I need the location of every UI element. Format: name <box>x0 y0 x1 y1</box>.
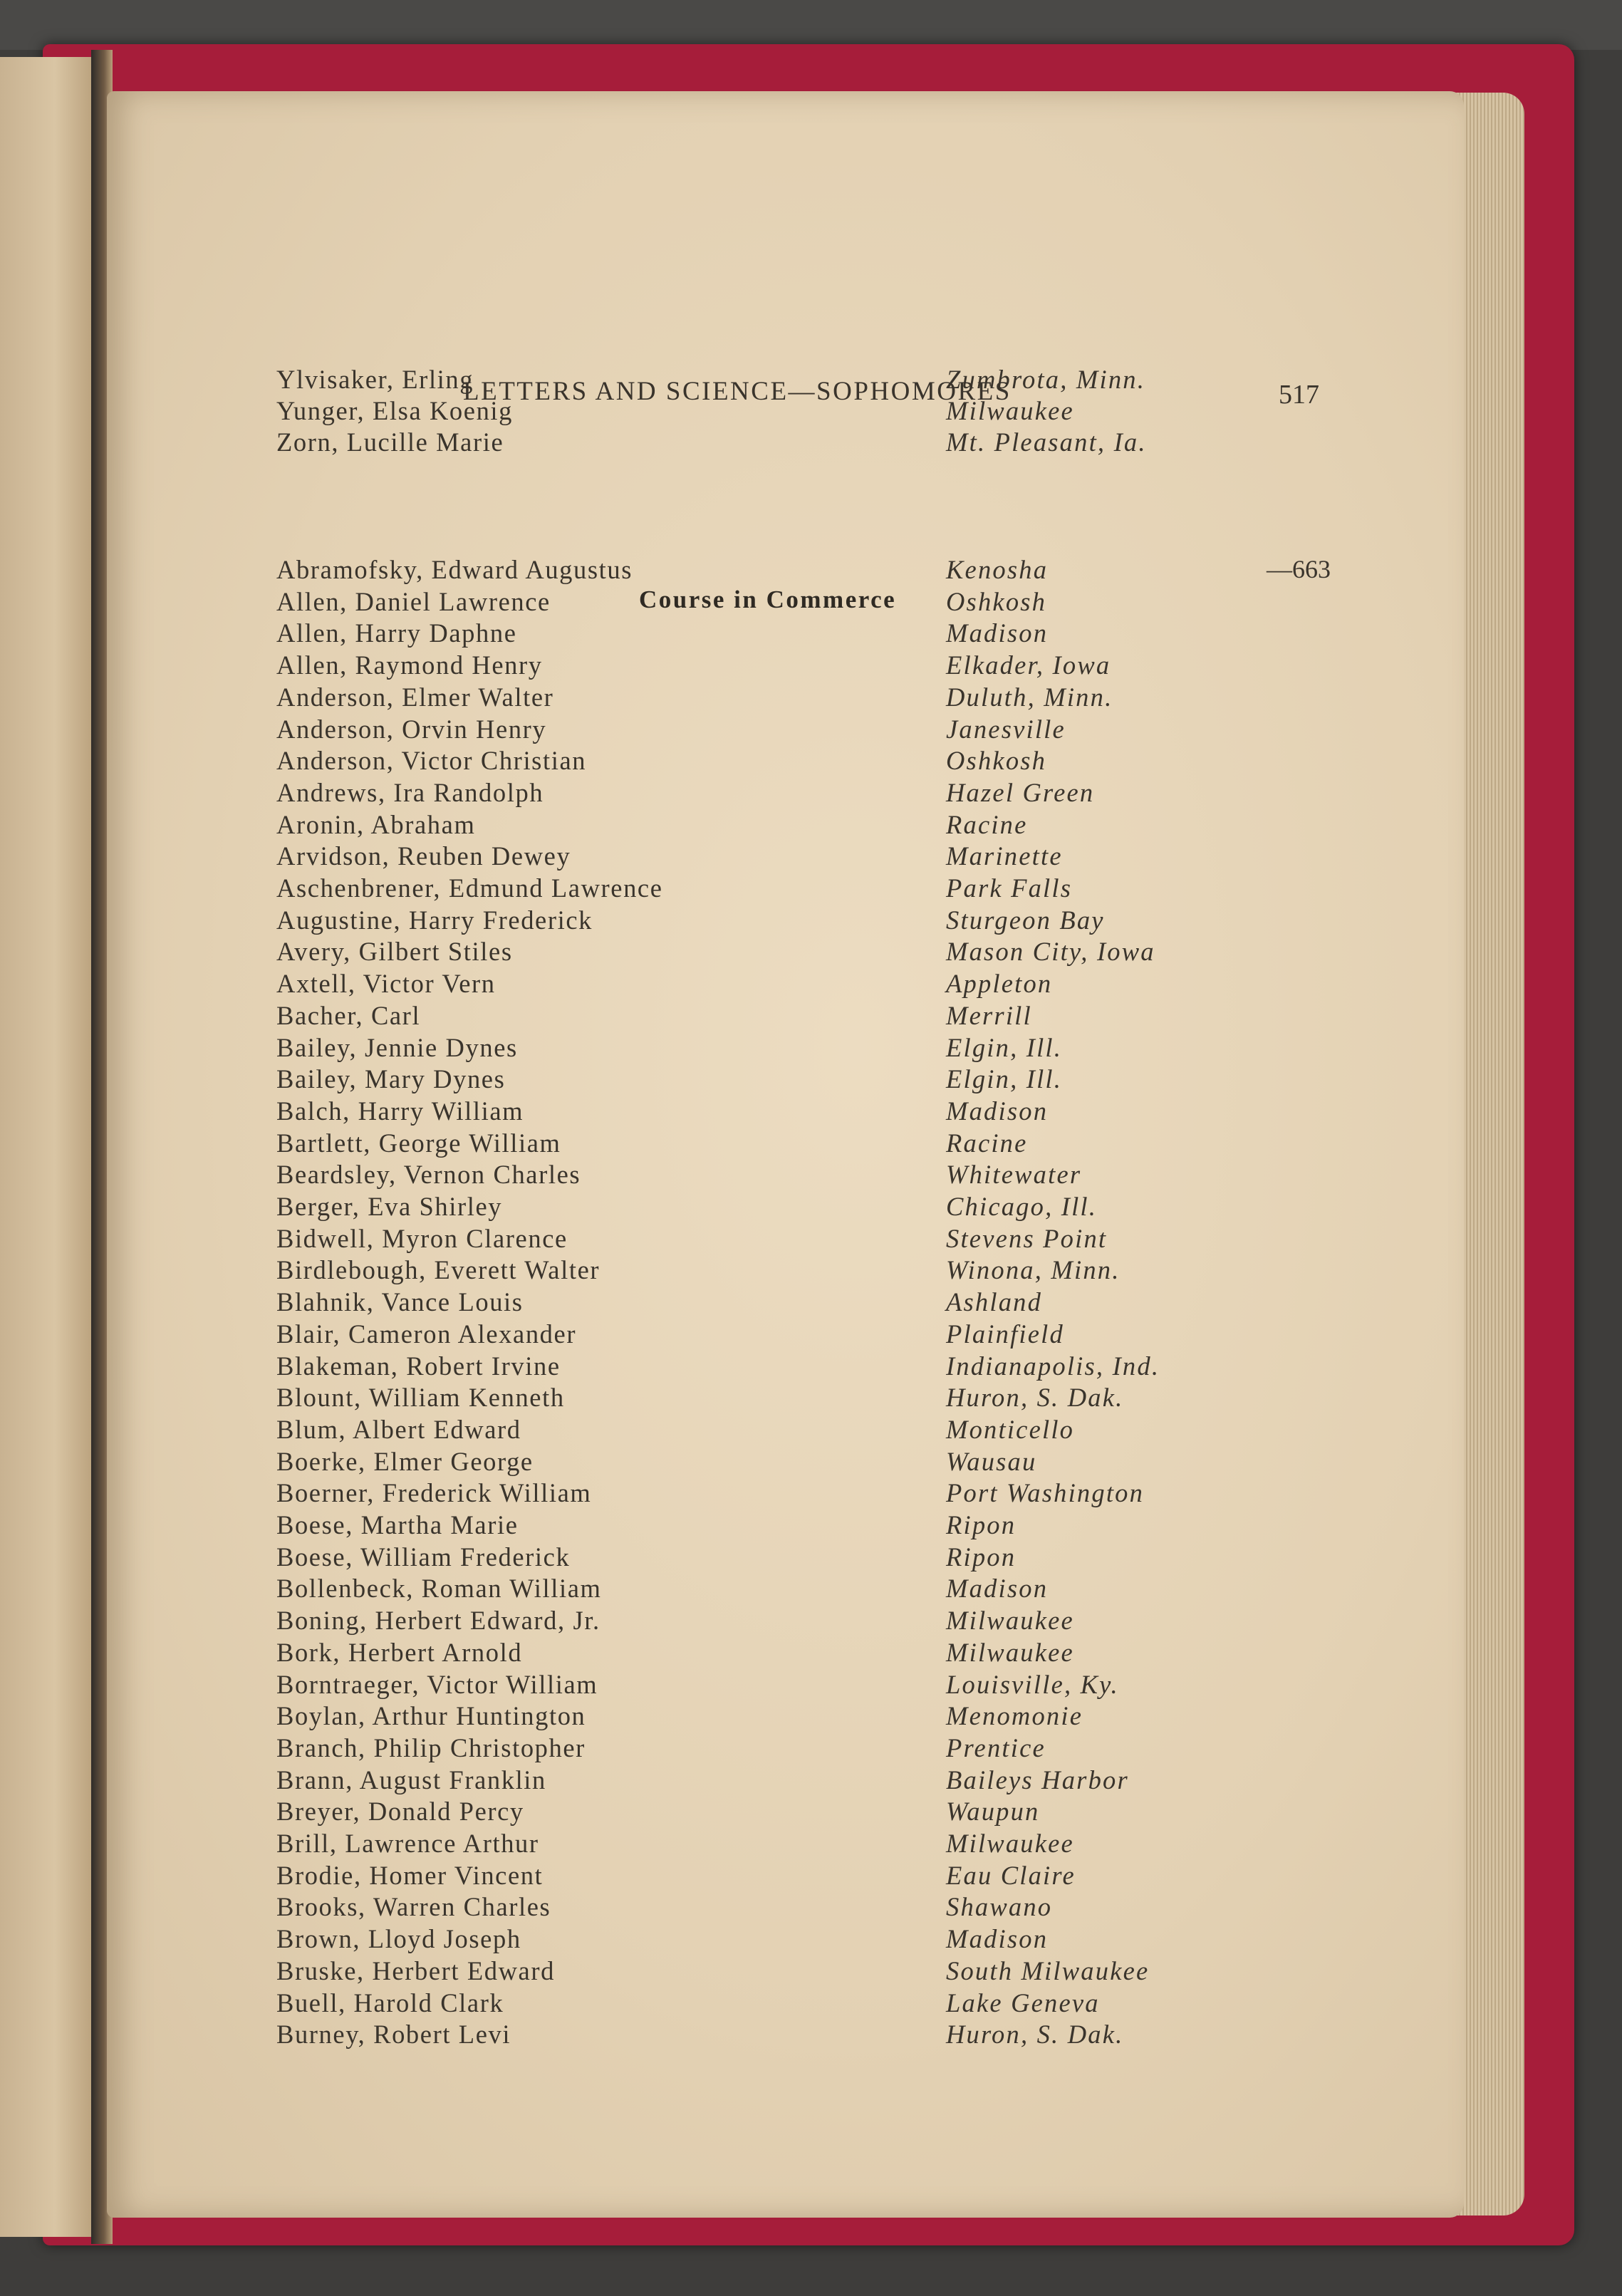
list-item <box>107 1319 1464 1350</box>
student-name: Andrews, Ira Randolph <box>276 777 544 807</box>
list-item <box>107 1988 1464 2019</box>
student-name: Brodie, Homer Vincent <box>276 1860 544 1890</box>
student-name: Axtell, Victor Vern <box>276 969 496 999</box>
student-name: Yunger, Elsa Koenig <box>276 396 514 425</box>
hometown: Park Falls <box>946 873 1073 903</box>
hometown: Duluth, Minn. <box>946 682 1113 712</box>
running-header: LETTERS AND SCIENCE—SOPHOMORES <box>463 377 1012 406</box>
student-name: Bailey, Jennie Dynes <box>276 1032 518 1062</box>
hometown: Racine <box>946 1128 1028 1158</box>
student-name: Boning, Herbert Edward, Jr. <box>276 1606 601 1636</box>
hometown: Indianapolis, Ind. <box>946 1351 1160 1381</box>
hometown: Stevens Point <box>946 1223 1108 1253</box>
student-name: Bailey, Mary Dynes <box>276 1064 506 1094</box>
list-item <box>107 1605 1464 1636</box>
student-name: Blakeman, Robert Irvine <box>276 1351 561 1381</box>
student-name: Brill, Lawrence Arthur <box>276 1829 539 1858</box>
list-item <box>107 395 1464 427</box>
hometown: Appleton <box>946 969 1053 999</box>
student-name: Balch, Harry William <box>276 1096 524 1126</box>
student-name: Brann, August Franklin <box>276 1765 546 1794</box>
list-item <box>107 1765 1464 1796</box>
list-item <box>107 1573 1464 1604</box>
hometown: Baileys Harbor <box>946 1765 1129 1794</box>
student-name: Bidwell, Myron Clarence <box>276 1223 568 1253</box>
hometown: Ripon <box>946 1510 1017 1539</box>
student-name: Boerner, Frederick William <box>276 1478 592 1508</box>
list-item <box>107 809 1464 841</box>
hometown: Hazel Green <box>946 777 1095 807</box>
list-item <box>107 777 1464 809</box>
list-item <box>107 1382 1464 1413</box>
student-name: Bollenbeck, Roman William <box>276 1574 602 1604</box>
student-name: Bartlett, George William <box>276 1128 561 1158</box>
facing-page <box>0 57 100 2237</box>
hometown: Oshkosh <box>946 586 1047 616</box>
hometown: Ashland <box>946 1287 1043 1317</box>
student-name: Brown, Lloyd Joseph <box>276 1924 521 1954</box>
list-item <box>107 1733 1464 1764</box>
student-name: Birdlebough, Everett Walter <box>276 1255 601 1285</box>
list-item <box>107 1128 1464 1159</box>
list-item <box>107 1637 1464 1668</box>
list-item <box>107 714 1464 745</box>
list-item <box>107 936 1464 967</box>
section-count: —663 <box>1267 555 1331 583</box>
student-name: Aschenbrener, Edmund Lawrence <box>276 873 663 903</box>
student-name: Anderson, Orvin Henry <box>276 714 547 744</box>
list-item <box>107 1191 1464 1222</box>
student-name: Aronin, Abraham <box>276 809 476 839</box>
hometown: Kenosha <box>946 555 1049 584</box>
hometown: Mason City, Iowa <box>946 937 1155 967</box>
student-name: Blahnik, Vance Louis <box>276 1287 524 1317</box>
hometown: Louisville, Ky. <box>946 1669 1119 1699</box>
student-name: Berger, Eva Shirley <box>276 1192 503 1221</box>
list-item <box>107 1542 1464 1573</box>
hometown: Madison <box>946 1924 1049 1954</box>
student-name: Bacher, Carl <box>276 1000 421 1030</box>
list-item <box>107 1096 1464 1127</box>
hometown: Janesville <box>946 714 1066 744</box>
list-item <box>107 427 1464 458</box>
list-item <box>107 1860 1464 1891</box>
student-name: Avery, Gilbert Stiles <box>276 937 513 967</box>
section-title: Course in Commerce <box>639 586 897 613</box>
list-item <box>107 1414 1464 1445</box>
hometown: Monticello <box>946 1414 1075 1444</box>
student-name: Brooks, Warren Charles <box>276 1892 551 1922</box>
student-name: Arvidson, Reuben Dewey <box>276 841 571 871</box>
hometown: Ripon <box>946 1542 1017 1572</box>
list-item <box>107 873 1464 904</box>
hometown: Oshkosh <box>946 746 1047 776</box>
hometown: Prentice <box>946 1733 1046 1762</box>
student-name: Bruske, Herbert Edward <box>276 1955 555 1985</box>
hometown: Whitewater <box>946 1160 1082 1190</box>
hometown: Chicago, Ill. <box>946 1192 1098 1221</box>
student-name: Allen, Daniel Lawrence <box>276 586 551 616</box>
student-name: Borntraeger, Victor William <box>276 1669 598 1699</box>
student-name: Augustine, Harry Frederick <box>276 905 593 935</box>
student-name: Allen, Harry Daphne <box>276 618 517 648</box>
student-name: Branch, Philip Christopher <box>276 1733 586 1762</box>
student-name: Burney, Robert Levi <box>276 2020 511 2050</box>
hometown: Lake Geneva <box>946 1988 1100 2017</box>
student-name: Anderson, Elmer Walter <box>276 682 554 712</box>
student-name: Blair, Cameron Alexander <box>276 1319 577 1349</box>
student-name: Abramofsky, Edward Augustus <box>276 555 633 584</box>
list-item <box>107 841 1464 872</box>
student-name: Allen, Raymond Henry <box>276 650 543 680</box>
student-name: Blount, William Kenneth <box>276 1383 565 1413</box>
hometown: Winona, Minn. <box>946 1255 1121 1285</box>
list-item <box>107 1000 1464 1032</box>
list-item <box>107 1032 1464 1064</box>
hometown: Shawano <box>946 1892 1053 1922</box>
list-item <box>107 968 1464 999</box>
list-item <box>107 364 1464 395</box>
hometown: Waupun <box>946 1797 1040 1827</box>
student-name: Anderson, Victor Christian <box>276 746 587 776</box>
page-edges <box>1453 93 1524 2216</box>
hometown: Milwaukee <box>946 1606 1074 1636</box>
hometown: Port Washington <box>946 1478 1145 1508</box>
student-name: Boese, Martha Marie <box>276 1510 519 1539</box>
student-name: Breyer, Donald Percy <box>276 1797 524 1827</box>
student-name: Ylvisaker, Erling <box>276 365 474 394</box>
hometown: Eau Claire <box>946 1860 1076 1890</box>
list-item <box>107 1923 1464 1955</box>
list-item <box>107 554 1464 586</box>
list-item <box>107 1287 1464 1318</box>
hometown: Madison <box>946 618 1049 648</box>
list-item <box>107 1891 1464 1923</box>
hometown: Plainfield <box>946 1319 1064 1349</box>
book-page <box>107 91 1464 2218</box>
list-item <box>107 1446 1464 1477</box>
hometown: Mt. Pleasant, Ia. <box>946 427 1147 457</box>
hometown: Milwaukee <box>946 396 1074 425</box>
hometown: Madison <box>946 1096 1049 1126</box>
list-item <box>107 650 1464 681</box>
hometown: Milwaukee <box>946 1829 1074 1858</box>
list-item <box>107 2019 1464 2050</box>
list-item <box>107 1351 1464 1382</box>
hometown: Elkader, Iowa <box>946 650 1111 680</box>
student-name: Blum, Albert Edward <box>276 1414 521 1444</box>
list-item <box>107 1510 1464 1541</box>
list-item <box>107 1477 1464 1509</box>
hometown: Elgin, Ill. <box>946 1032 1063 1062</box>
hometown: Huron, S. Dak. <box>946 2020 1124 2050</box>
hometown: Sturgeon Bay <box>946 905 1105 935</box>
hometown: Zumbrota, Minn. <box>946 365 1146 394</box>
student-name: Boese, William Frederick <box>276 1542 571 1572</box>
background <box>0 0 1622 50</box>
hometown: Madison <box>946 1574 1049 1604</box>
list-item <box>107 1223 1464 1255</box>
hometown: South Milwaukee <box>946 1955 1150 1985</box>
list-item <box>107 905 1464 936</box>
hometown: Racine <box>946 809 1028 839</box>
list-item <box>107 1669 1464 1700</box>
hometown: Wausau <box>946 1446 1037 1476</box>
hometown: Huron, S. Dak. <box>946 1383 1124 1413</box>
list-item <box>107 1955 1464 1987</box>
student-name: Zorn, Lucille Marie <box>276 427 504 457</box>
list-item <box>107 618 1464 649</box>
hometown: Merrill <box>946 1000 1032 1030</box>
hometown: Elgin, Ill. <box>946 1064 1063 1094</box>
list-item <box>107 586 1464 618</box>
list-item <box>107 682 1464 713</box>
list-item <box>107 1159 1464 1190</box>
hometown: Menomonie <box>946 1701 1083 1731</box>
student-name: Buell, Harold Clark <box>276 1988 504 2017</box>
list-item <box>107 1796 1464 1827</box>
page-number: 517 <box>1279 380 1319 410</box>
list-item <box>107 1255 1464 1286</box>
student-name: Boylan, Arthur Huntington <box>276 1701 586 1731</box>
hometown: Marinette <box>946 841 1063 871</box>
student-name: Boerke, Elmer George <box>276 1446 534 1476</box>
list-item <box>107 1064 1464 1095</box>
list-item <box>107 745 1464 776</box>
hometown: Milwaukee <box>946 1637 1074 1667</box>
list-item <box>107 1700 1464 1732</box>
student-name: Beardsley, Vernon Charles <box>276 1160 581 1190</box>
list-item <box>107 1828 1464 1859</box>
student-name: Bork, Herbert Arnold <box>276 1637 523 1667</box>
